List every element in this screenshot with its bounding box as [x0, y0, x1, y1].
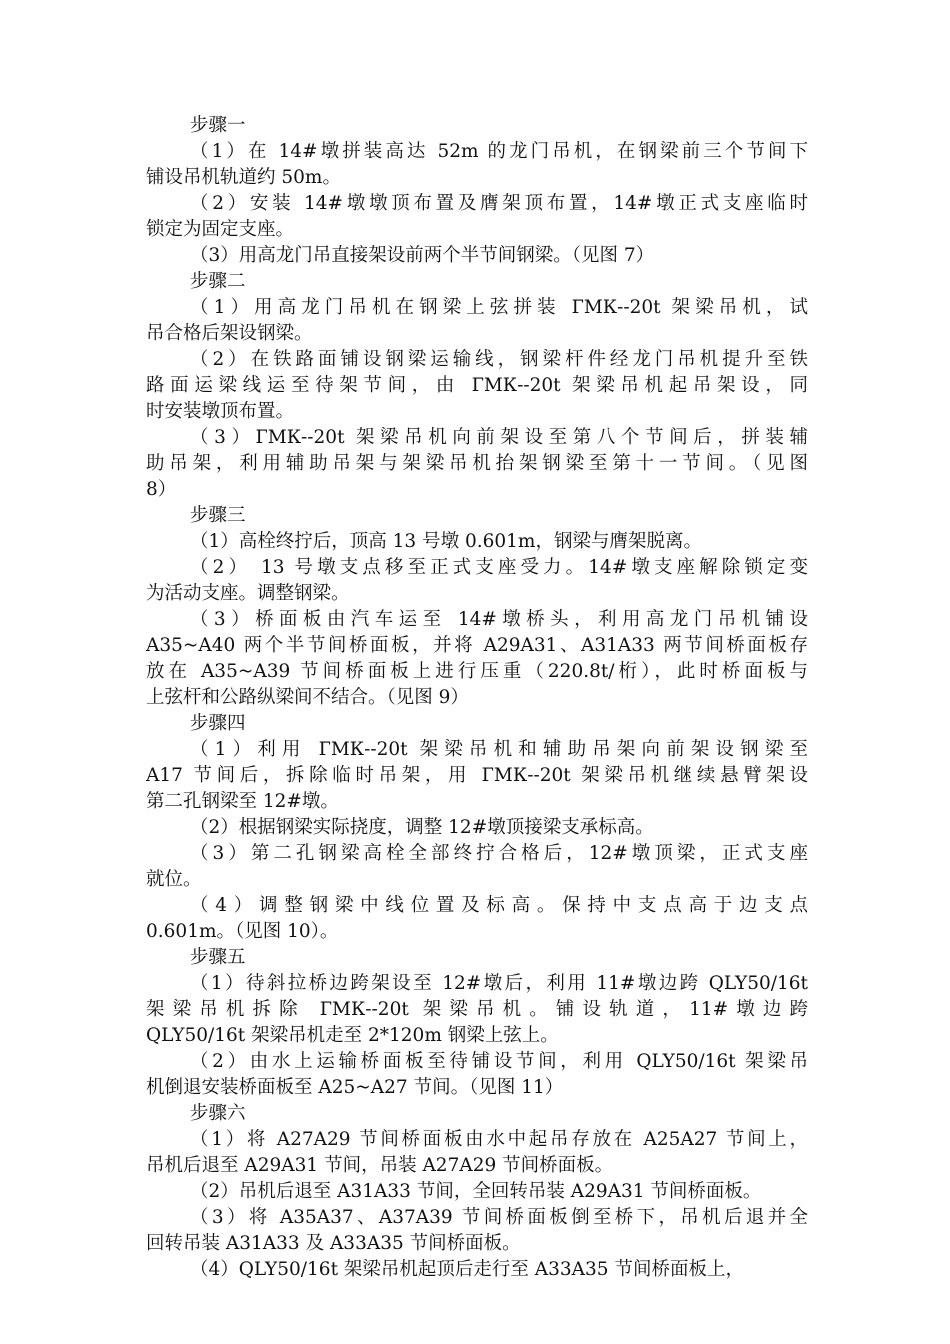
paragraph-line: （3）将 A35A37、A37A39 节间桥面板倒至桥下，吊机后退并全: [190, 1207, 808, 1228]
paragraph-line: （2）根据钢梁实际挠度，调整 12#墩顶接梁支承标高。: [190, 817, 654, 838]
paragraph-line: 架梁吊机拆除 ГМК--20t 架梁吊机。铺设轨道，11#墩边跨: [146, 999, 808, 1020]
paragraph: [146, 1257, 808, 1283]
paragraph: [146, 295, 808, 347]
paragraph-line: 吊合格后架设钢梁。: [146, 323, 313, 344]
paragraph-line: 8）: [146, 479, 177, 500]
paragraph-line: 就位。: [146, 869, 202, 890]
paragraph-line: 铺设吊机轨道约 50m。: [146, 167, 341, 188]
paragraph: [146, 1179, 808, 1205]
heading-text: 步骤四: [190, 713, 246, 734]
paragraph: [146, 841, 808, 893]
paragraph-line: （2）安装 14#墩墩顶布置及膺架顶布置，14#墩正式支座临时: [190, 193, 808, 214]
paragraph-line: 时安装墩顶布置。: [146, 401, 295, 422]
paragraph: [146, 243, 808, 269]
paragraph-line: （2）在铁路面铺设钢梁运输线，钢梁杆件经龙门吊机提升至铁: [190, 349, 808, 370]
paragraph: [146, 1127, 808, 1179]
paragraph-line: 回转吊装 A31A33 及 A33A35 节间桥面板。: [146, 1233, 521, 1254]
paragraph: [146, 1049, 808, 1101]
heading-text: 步骤六: [190, 1103, 246, 1124]
step-heading: [146, 711, 808, 737]
paragraph-line: （1）利用 ГМК--20t 架梁吊机和辅助吊架向前架设钢梁至: [190, 739, 808, 760]
step-heading: [146, 503, 808, 529]
paragraph-line: 机倒退安装桥面板至 A25~A27 节间。（见图 11）: [146, 1077, 564, 1098]
heading-text: 步骤三: [190, 505, 246, 526]
paragraph: [146, 893, 808, 945]
paragraph-line: 上弦杆和公路纵梁间不结合。（见图 9）: [146, 687, 469, 708]
step-heading: [146, 1101, 808, 1127]
heading-text: 步骤五: [190, 947, 246, 968]
paragraph-line: 路面运梁线运至待架节间，由 ГМК--20t 架梁吊机起吊架设，同: [146, 375, 808, 396]
paragraph-line: （3）ГМК--20t 架梁吊机向前架设至第八个节间后，拼装辅: [190, 427, 808, 448]
heading-text: 步骤二: [190, 271, 246, 292]
step-heading: [146, 945, 808, 971]
paragraph: [146, 607, 808, 711]
paragraph-line: 助吊架，利用辅助吊架与架梁吊机抬架钢梁至第十一节间。（见图: [146, 453, 808, 474]
paragraph-line: （3）用高龙门吊直接架设前两个半节间钢梁。（见图 7）: [190, 245, 655, 266]
paragraph-line: QLY50/16t 架梁吊机走至 2*120m 钢梁上弦上。: [146, 1025, 559, 1046]
paragraph-line: （4）QLY50/16t 架梁吊机起顶后走行至 A33A35 节间桥面板上，: [190, 1259, 744, 1280]
paragraph-line: （1）在 14#墩拼装高达 52m 的龙门吊机，在钢梁前三个节间下: [190, 141, 808, 162]
paragraph: [146, 555, 808, 607]
paragraph-line: （1）用高龙门吊机在钢梁上弦拼装 ГМК--20t 架梁吊机，试: [190, 297, 808, 318]
paragraph: [146, 139, 808, 191]
paragraph: [146, 529, 808, 555]
paragraph-line: （4）调整钢梁中线位置及标高。保持中支点高于边支点: [190, 895, 808, 916]
paragraph-line: （2） 13 号墩支点移至正式支座受力。14#墩支座解除锁定变: [190, 557, 808, 578]
paragraph-line: 放在 A35~A39 节间桥面板上进行压重（220.8t/桁），此时桥面板与: [146, 661, 808, 682]
paragraph: [146, 815, 808, 841]
paragraph-line: （2）吊机后退至 A31A33 节间，全回转吊装 A29A31 节间桥面板。: [190, 1181, 762, 1202]
paragraph-line: （3）桥面板由汽车运至 14#墩桥头，利用高龙门吊机铺设: [190, 609, 808, 630]
paragraph-line: 吊机后退至 A29A31 节间，吊装 A27A29 节间桥面板。: [146, 1155, 614, 1176]
paragraph-line: A35~A40 两个半节间桥面板，并将 A29A31、A31A33 两节间桥面板存: [146, 635, 808, 656]
step-heading: [146, 269, 808, 295]
paragraph: [146, 971, 808, 1049]
heading-text: 步骤一: [190, 115, 246, 136]
paragraph-line: A17 节间后，拆除临时吊架，用 ГМК--20t 架梁吊机继续悬臂架设: [146, 765, 808, 786]
paragraph-line: 锁定为固定支座。: [146, 219, 295, 240]
paragraph: [146, 347, 808, 425]
paragraph: [146, 191, 808, 243]
paragraph: [146, 737, 808, 815]
paragraph-line: （1）将 A27A29 节间桥面板由水中起吊存放在 A25A27 节间上，: [190, 1129, 808, 1150]
paragraph-line: （1）高栓终拧后，顶高 13 号墩 0.601m，钢梁与膺架脱离。: [190, 531, 702, 552]
step-heading: [146, 113, 808, 139]
paragraph: [146, 425, 808, 503]
paragraph-line: （1）待斜拉桥边跨架设至 12#墩后，利用 11#墩边跨 QLY50/16t: [190, 973, 808, 994]
paragraph-line: 为活动支座。调整钢梁。: [146, 583, 350, 604]
document-page: [146, 113, 808, 1283]
paragraph-line: 0.601m。（见图 10）。: [146, 921, 339, 942]
paragraph: [146, 1205, 808, 1257]
paragraph-line: （3）第二孔钢梁高栓全部终拧合格后，12#墩顶梁，正式支座: [190, 843, 808, 864]
paragraph-line: （2）由水上运输桥面板至待铺设节间，利用 QLY50/16t 架梁吊: [190, 1051, 808, 1072]
paragraph-line: 第二孔钢梁至 12#墩。: [146, 791, 339, 812]
